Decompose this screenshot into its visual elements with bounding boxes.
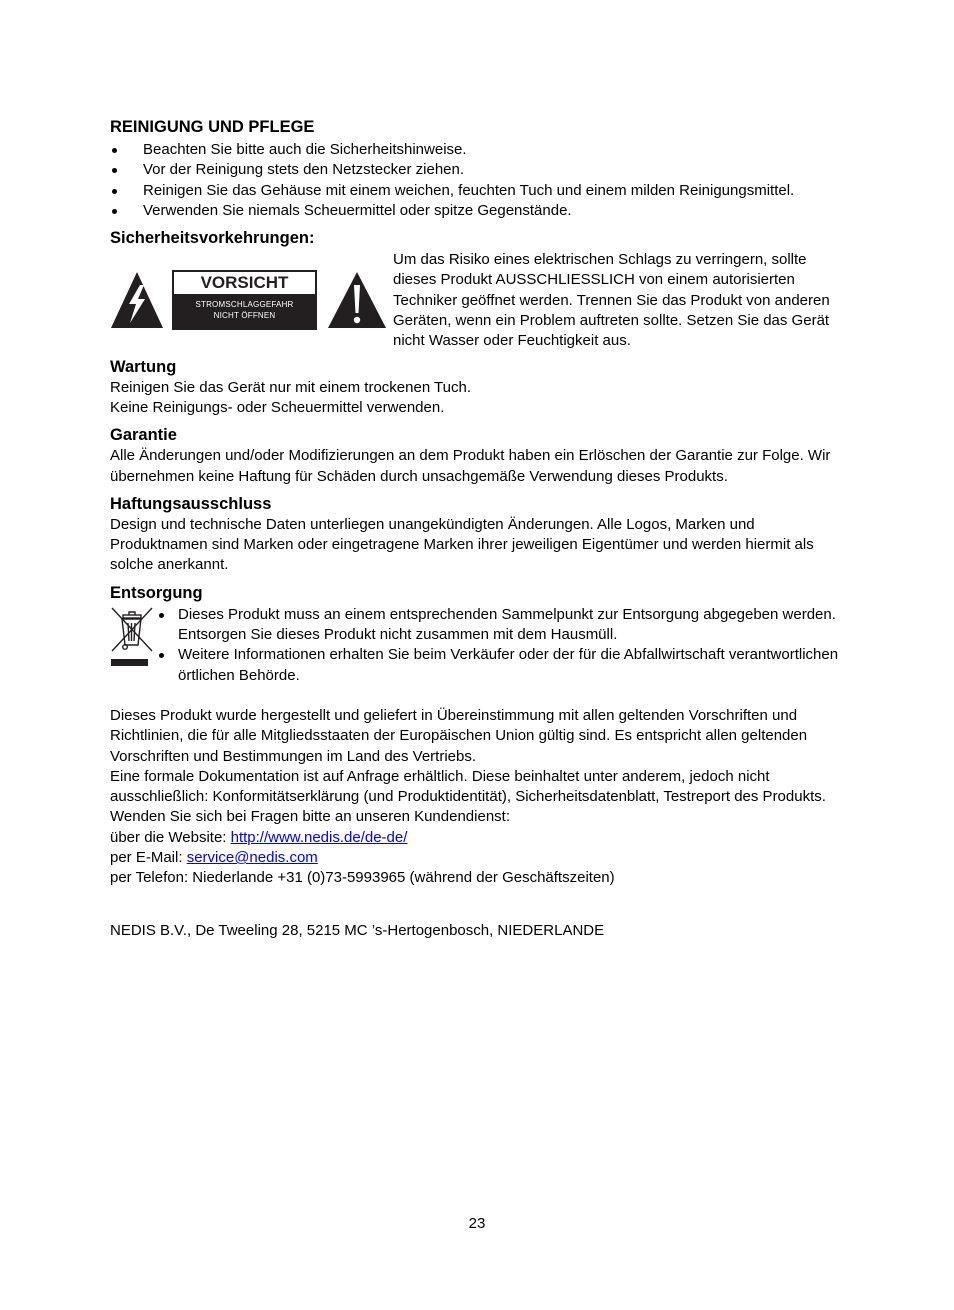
wartung-line-2: Keine Reinigungs- oder Scheuermittel verwenden. bbox=[110, 398, 445, 416]
section-title-entsorgung: Entsorgung bbox=[110, 583, 203, 602]
section-title-sicherheit: Sicherheitsvorkehrungen: bbox=[110, 229, 315, 248]
section-wartung bbox=[110, 357, 850, 419]
list-item: Weitere Informationen erhalten Sie beim Verkäufer oder der für die Abfallwirtschaft verantwortlichen örtlichen Behörde. bbox=[157, 645, 847, 686]
list-item: Beachten Sie bitte auch die Sicherheitshinweise. bbox=[110, 140, 850, 160]
caution-label-box bbox=[172, 270, 317, 330]
reinigung-list bbox=[110, 140, 850, 221]
email-label: per E-Mail: bbox=[110, 849, 187, 867]
list-item: Reinigen Sie das Gehäuse mit einem weichen, feuchten Tuch und einem milden Reinigungsmittel. bbox=[110, 181, 850, 201]
exclamation-warning-icon bbox=[327, 271, 387, 329]
phone-line: per Telefon: Niederlande +31 (0)73-5993965 (während der Geschäftszeiten) bbox=[110, 869, 615, 887]
haftung-text: Design und technische Daten unterliegen unangekündigten Änderungen. Alle Logos, Marken und Produktnamen sind Marken oder eingetragene Marken ihrer jeweiligen Eigentümer und werden hiermit als solche anerkannt. bbox=[110, 515, 814, 574]
section-title-garantie: Garantie bbox=[110, 426, 177, 445]
garantie-text: Alle Änderungen und/oder Modifizierungen an dem Produkt haben ein Erlöschen der Garantie zur Folge. Wir übernehmen keine Haftung für Schäden durch unsachgemäße Verwendung dieses Produkts. bbox=[110, 447, 831, 485]
weee-symbol bbox=[110, 605, 157, 686]
caution-subtitle-2: NICHT ÖFFNEN bbox=[213, 311, 276, 321]
safety-icons bbox=[110, 250, 393, 350]
page-number: 23 bbox=[468, 1215, 486, 1232]
safety-block bbox=[110, 250, 850, 351]
crossed-out-bin-icon bbox=[110, 605, 154, 669]
contact-intro: Wenden Sie sich bei Fragen bitte an unseren Kundendienst: bbox=[110, 808, 510, 826]
company-address: NEDIS B.V., De Tweeling 28, 5215 MC ’s-Hertogenbosch, NIEDERLANDE bbox=[110, 921, 605, 939]
list-item: Verwenden Sie niemals Scheuermittel oder spitze Gegenstände. bbox=[110, 201, 850, 221]
list-item: Dieses Produkt muss an einem entsprechenden Sammelpunkt zur Entsorgung abgegeben werden. Entsorgen Sie dieses Produkt nicht zusammen mit dem Hausmüll. bbox=[157, 605, 847, 646]
section-closing bbox=[110, 706, 850, 889]
list-item: Vor der Reinigung stets den Netzstecker ziehen. bbox=[110, 160, 850, 180]
section-entsorgung bbox=[110, 583, 850, 686]
email-line bbox=[110, 848, 850, 868]
safety-text: Um das Risiko eines elektrischen Schlags zu verringern, sollte dieses Produkt AUSSCHLIESSLICH von einem autorisierten Techniker geöffnet werden. Trennen Sie das Produkt von anderen Geräten, wenn ein Problem auftreten sollte. Setzen Sie das Gerät nicht Wasser oder Feuchtigkeit aus. bbox=[393, 251, 830, 350]
website-line bbox=[110, 828, 850, 848]
website-link[interactable]: http://www.nedis.de/de-de/ bbox=[230, 828, 408, 846]
email-link[interactable]: service@nedis.com bbox=[186, 849, 318, 867]
section-sicherheit bbox=[110, 228, 850, 351]
section-reinigung bbox=[110, 117, 850, 221]
caution-subtitle-1: STROMSCHLAGGEFAHR bbox=[195, 300, 294, 310]
electric-shock-warning-icon bbox=[110, 271, 164, 329]
section-haftung bbox=[110, 494, 850, 576]
wartung-line-1: Reinigen Sie das Gerät nur mit einem trockenen Tuch. bbox=[110, 378, 472, 396]
section-title-reinigung: REINIGUNG UND PFLEGE bbox=[110, 118, 315, 136]
section-title-haftung: Haftungsausschluss bbox=[110, 494, 272, 513]
section-garantie bbox=[110, 425, 850, 487]
page-content bbox=[110, 117, 850, 941]
section-title-wartung: Wartung bbox=[110, 357, 177, 376]
entsorgung-list bbox=[157, 605, 847, 686]
website-label: über die Website: bbox=[110, 828, 231, 846]
entsorgung-block bbox=[110, 605, 850, 686]
caution-title: VORSICHT bbox=[174, 272, 315, 294]
closing-paragraph-2: Eine formale Dokumentation ist auf Anfrage erhältlich. Diese beinhaltet unter anderem, jedoch nicht ausschließlich: Konformitätserklärung (und Produktidentität), Sicherheitsdatenblatt, Testreport des Produkts. bbox=[110, 767, 826, 806]
closing-paragraph-1: Dieses Produkt wurde hergestellt und geliefert in Übereinstimmung mit allen geltenden Vorschriften und Richtlinien, die für alle Mitgliedsstaaten der Europäischen Union gültig sind. Es entspricht allen geltenden Vorschriften und Bestimmungen im Land des Vertriebs. bbox=[110, 706, 808, 765]
